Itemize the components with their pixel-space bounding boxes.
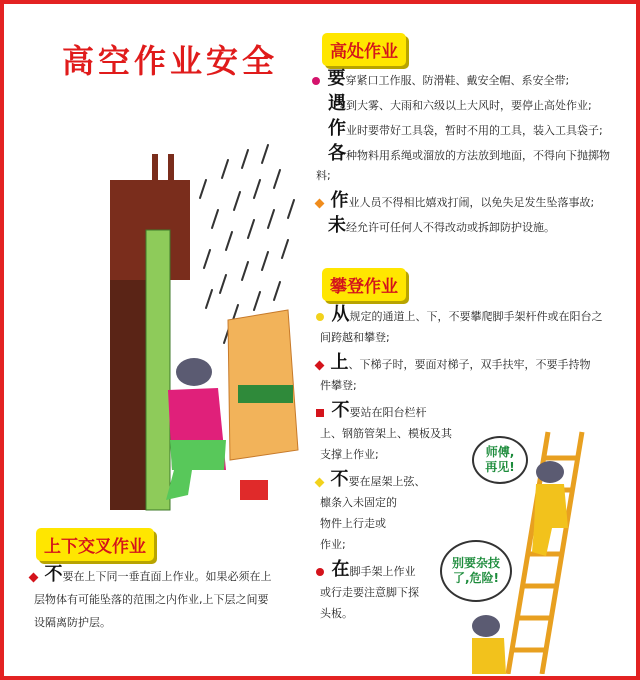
speech-bubble-warning: 别要杂技 了,危险! xyxy=(440,540,512,602)
bullet-diamond xyxy=(315,360,325,370)
list-item: 遇到大雾、大雨和六级以上大风时，要停止高处作业; xyxy=(328,93,592,114)
bottom-worker-body xyxy=(472,638,506,674)
list-item: 不要在屋架上弦、 xyxy=(316,471,634,490)
list-item: 作业人员不得相比嬉戏打闹，以免失足发生坠落事故; xyxy=(316,192,636,211)
heading-high-work: 高处作业 xyxy=(322,33,406,66)
list-item: 设隔离防护层。 xyxy=(34,616,111,629)
list-item: 在脚手架上作业 xyxy=(316,561,634,580)
list-item: 头板。 xyxy=(320,607,353,620)
list-item: 不要站在阳台栏杆 xyxy=(316,402,634,421)
high-work-list xyxy=(312,70,632,236)
bullet-square xyxy=(316,409,324,417)
bullet-dot xyxy=(316,313,324,321)
heading-cross-work: 上下交叉作业 xyxy=(36,528,154,561)
cross-work-list xyxy=(30,566,310,631)
top-worker-body xyxy=(534,484,568,528)
bullet-dot xyxy=(316,568,324,576)
bullet-diamond xyxy=(315,477,325,487)
list-item: 上、钢筋管架上、模板及其 xyxy=(320,427,452,440)
top-worker-helmet xyxy=(536,461,564,483)
bullet-diamond xyxy=(29,572,39,582)
list-item: 不要在上下同一垂直面上作业。如果必须在上 xyxy=(30,566,310,585)
list-item: 物件上行走或 xyxy=(320,517,386,530)
list-item: 作业时要带好工具袋，暂时不用的工具，装入工具袋子; xyxy=(328,118,603,139)
worker-helmet xyxy=(176,358,212,386)
bullet-dot xyxy=(312,77,320,85)
worker-scaffold-illustration xyxy=(108,140,313,515)
bullet-diamond xyxy=(315,198,325,208)
list-item: 檩条入未固定的 xyxy=(320,496,397,509)
list-item: 作业; xyxy=(320,538,346,551)
list-item: 上、下梯子时，要面对梯子，双手扶牢，不要手持物 xyxy=(316,354,634,373)
speech-bubble-goodbye: 师傅, 再见! xyxy=(472,436,528,484)
list-item: 层物体有可能坠落的范围之内作业,上下层之间要 xyxy=(34,593,269,606)
heading-climbing-work: 攀登作业 xyxy=(322,268,406,301)
scaffold-pole xyxy=(146,230,170,510)
list-item: 要穿紧口工作服、防滑鞋、戴安全帽、系安全带; xyxy=(312,70,632,89)
list-item: 间跨越和攀登; xyxy=(320,331,390,344)
page-title: 高空作业安全 xyxy=(62,42,279,80)
bottom-worker-helmet xyxy=(472,615,500,637)
list-item: 或行走要注意脚下探 xyxy=(320,586,419,599)
list-item: 各种物料用系绳或溜放的方法放到地面，不得向下抛掷物 xyxy=(328,143,610,164)
list-item: 料; xyxy=(316,169,331,182)
list-item: 未经允许可任何人不得改动或拆卸防护设施。 xyxy=(328,215,555,236)
list-item: 支撑上作业; xyxy=(320,448,379,461)
coworker-boots xyxy=(240,480,268,500)
list-item: 从规定的通道上、下，不要攀爬脚手架杆件或在阳台之 xyxy=(316,306,634,325)
list-item: 件攀登; xyxy=(320,379,357,392)
